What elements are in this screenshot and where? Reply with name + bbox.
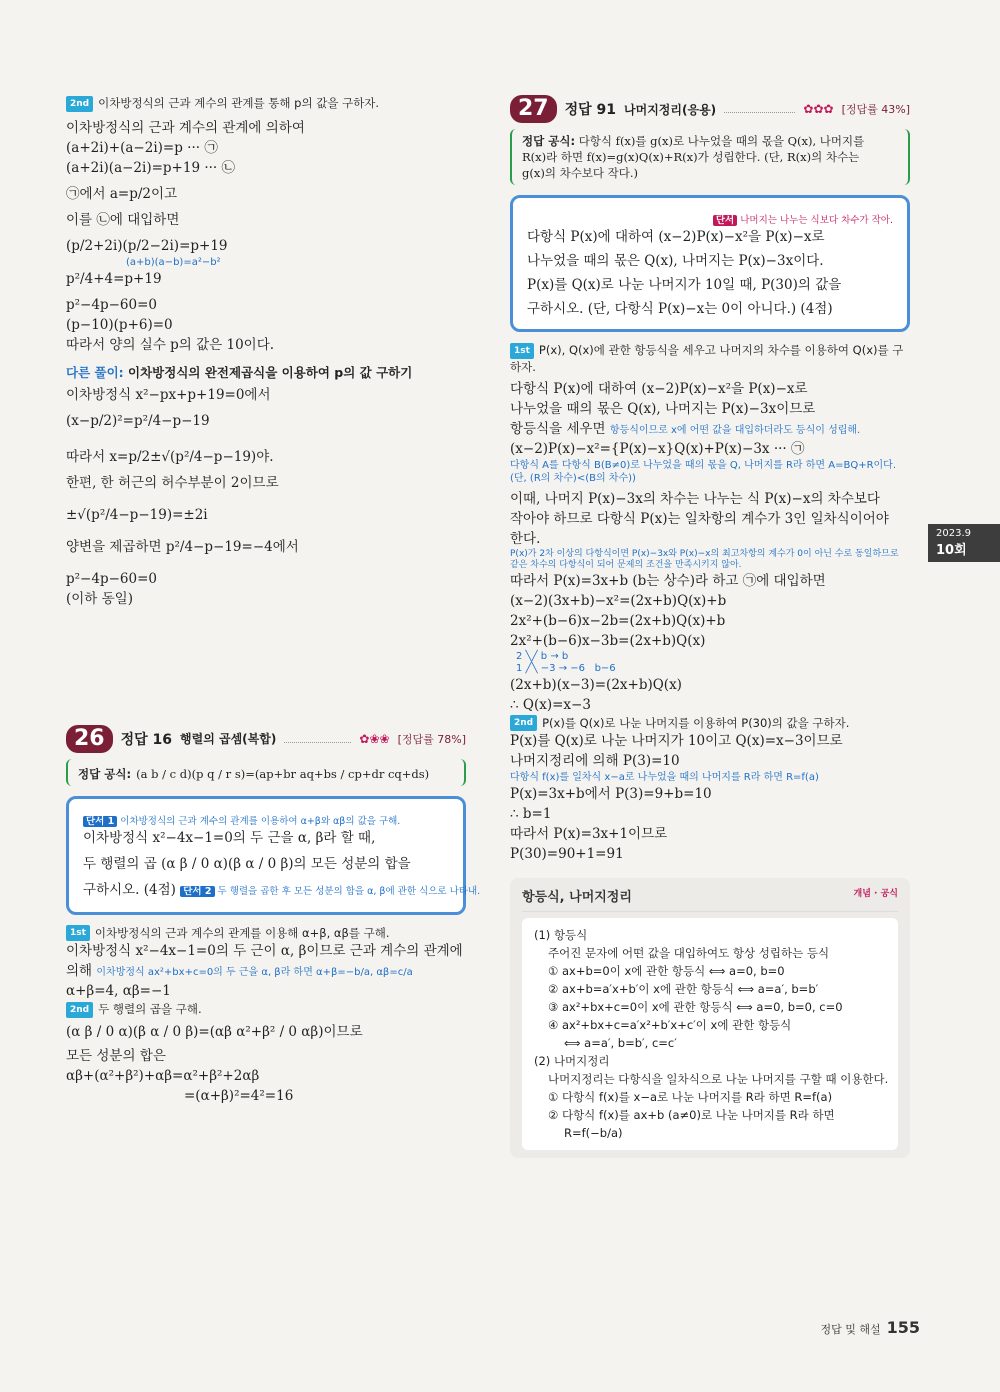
sol-line: 따라서 P(x)=3x+1이므로 — [510, 826, 668, 842]
sol-line: ∴ Q(x)=x−3 — [510, 696, 591, 713]
problem-line: 두 행렬의 곱 (α β / 0 α)(β α / 0 β)의 모든 성분의 합을 — [83, 855, 411, 872]
problem-box — [66, 796, 481, 915]
side-note: (a+b)(a−b)=a²−b² — [126, 256, 221, 268]
sol-line: 이차방정식 x²−4x−1=0의 두 근이 α, β이므로 근과 계수의 관계에 — [66, 943, 463, 959]
side-note: P(x)가 2차 이상의 다항식이면 P(x)−3x와 P(x)−x의 최고차항의 계수가 0이 아닌 수로 동일하므로 같은 차수의 다항식이 되어 문제의 조건을 만족시키지 않아. — [510, 548, 899, 570]
leader-dots — [284, 735, 351, 743]
sol-line: (p−10)(p+6)=0 — [66, 316, 173, 333]
sol-line: 따라서 x=p/2±√(p²/4−p−19)야. — [66, 448, 274, 465]
step2-heading: 2nd 두 행렬의 곱을 구해. — [66, 1001, 466, 1018]
sol-line: P(30)=90+1=91 — [510, 846, 624, 862]
clue-1: 단서 1 이차방정식의 근과 계수의 관계를 이용하여 α+β와 αβ의 값을 구해. — [83, 813, 400, 827]
question-number: 26 — [66, 725, 113, 753]
sol-line: p²−4p−60=0 — [66, 296, 157, 313]
left-column — [66, 95, 481, 1106]
sol-line: ㉠에서 a=p/2이고 — [66, 185, 178, 202]
difficulty-stars: ✿❀❀ — [359, 731, 390, 746]
question-header — [510, 95, 910, 123]
clue-2: 단서 2 두 행렬을 곱한 후 모든 성분의 합을 α, β에 관한 식으로 나타내. — [180, 882, 480, 902]
topic-label: 행렬의 곱셈(복합) — [180, 732, 277, 746]
sol-line: (2x+b)(x−3)=(2x+b)Q(x) — [510, 676, 682, 693]
formula-text: 정답 공식: 다항식 f(x)를 g(x)로 나누었을 때의 몫을 Q(x), 나머지를 — [522, 134, 865, 148]
exam-side-tab: 2023.9 10회 — [928, 524, 1000, 562]
side-note: 다항식 f(x)를 일차식 x−a로 나누었을 때의 나머지를 R라 하면 R=f(a) — [510, 772, 819, 783]
concept-line: ② 다항식 f(x)를 ax+b (a≠0)로 나눈 나머지를 R라 하면 — [548, 1108, 835, 1122]
formula-box: 정답 공식: (a b / c d)(p q / r s)=(ap+br aq+bs / cp+dr cq+ds) — [66, 759, 466, 786]
question-header — [66, 725, 466, 753]
sol-line: ∴ b=1 — [510, 806, 552, 822]
concept-line: 나머지정리는 다항식을 일차식으로 나눈 나머지를 구할 때 이용한다. — [548, 1072, 889, 1086]
concept-line: ③ ax²+bx+c=0이 x에 관한 항등식 ⟺ a=0, b=0, c=0 — [548, 1000, 843, 1014]
formula-text: (a b / c d)(p q / r s)=(ap+br aq+bs / cp+dr cq+ds) — [136, 766, 430, 781]
question-number: 27 — [510, 95, 557, 123]
sol-line: 이때, 나머지 P(x)−3x의 차수는 나누는 식 P(x)−x의 차수보다 — [510, 490, 880, 507]
sol-line: (a+2i)+(a−2i)=p ··· ㉠ — [66, 139, 218, 156]
sol-line: 나누었을 때의 몫은 Q(x), 나머지는 P(x)−3x이므로 — [510, 400, 816, 417]
concept-line: R=f(−b/a) — [564, 1126, 623, 1140]
step2-heading: 2nd P(x)를 Q(x)로 나눈 나머지를 이용하여 P(30)의 값을 구하자. — [510, 715, 910, 732]
problem-line: P(x)를 Q(x)로 나눈 나머지가 10일 때, P(30)의 값을 — [527, 277, 842, 293]
sol-line: 이차방정식의 근과 계수의 관계에 의하여 — [66, 119, 305, 136]
sol-line: (이하 동일) — [66, 590, 133, 607]
sol-line: p²/4+4=p+19 — [66, 270, 162, 287]
formula-box — [510, 129, 910, 185]
concept-line: ② ax+b=a′x+b′이 x에 관한 항등식 ⟺ a=a′, b=b′ — [548, 982, 819, 996]
concept-line: ⟺ a=a′, b=b′, c=c′ — [564, 1036, 677, 1050]
sol-line: 의해 이차방정식 ax²+bx+c=0의 두 근을 α, β라 하면 α+β=−b/a, αβ=c/a — [66, 963, 413, 979]
correct-rate: [정답률 78%] — [397, 732, 466, 746]
correct-rate: [정답률 43%] — [841, 103, 910, 116]
step1-heading: 1st P(x), Q(x)에 관한 항등식을 세우고 나머지의 차수를 이용하여 Q(x)를 구하자. — [510, 343, 904, 374]
sol-line: 한편, 한 허근의 허수부분이 2이므로 — [66, 474, 279, 491]
right-column — [510, 95, 910, 1158]
problem-line: 나누었을 때의 몫은 Q(x), 나머지는 P(x)−3x이다. — [527, 253, 824, 269]
formula-text: R(x)라 하면 f(x)=g(x)Q(x)+R(x)가 성립한다. (단, R(x)의 차수는 — [522, 150, 860, 164]
sol-line: ±√(p²/4−p−19)=±2i — [66, 506, 208, 523]
sol-line: 따라서 양의 실수 p의 값은 10이다. — [66, 336, 275, 353]
page-footer: 정답 및 해설 155 — [820, 1318, 920, 1337]
step1-heading: 1st 이차방정식의 근과 계수의 관계를 이용해 α+β, αβ를 구해. — [66, 925, 466, 942]
sol-line: P(x)=3x+b에서 P(3)=9+b=10 — [510, 786, 712, 802]
page-number: 155 — [886, 1318, 920, 1337]
sol-line: 한다. — [510, 530, 541, 547]
concept-body — [522, 918, 898, 1150]
sol-line: α+β=4, αβ=−1 — [66, 983, 171, 999]
problem-line: 구하시오. (단, 다항식 P(x)−x는 0이 아니다.) (4점) — [527, 301, 833, 317]
leader-dots — [724, 105, 795, 113]
difficulty-stars: ✿✿✿ — [803, 102, 834, 116]
answer-label: 정답 16 — [120, 731, 173, 748]
sol-line: (a+2i)(a−2i)=p+19 ··· ㉡ — [66, 159, 236, 176]
problem-line: 이차방정식 x²−4x−1=0의 두 근을 α, β라 할 때, — [83, 829, 376, 846]
answer-label: 정답 91 — [564, 102, 617, 118]
cross-multiplication: 2 ╲╱ b → b 1 ╱╲ −3 → −6 b−6 — [516, 650, 616, 674]
sol-line: 항등식을 세우면 항등식이므로 x에 어떤 값을 대입하더라도 등식이 성립해. — [510, 420, 861, 437]
problem-box — [510, 195, 910, 332]
clue: 단서 나머지는 나누는 식보다 차수가 작아. — [713, 212, 893, 226]
sol-line: 2x²+(b−6)x−2b=(2x+b)Q(x)+b — [510, 612, 726, 629]
sol-line: 작아야 하므로 다항식 P(x)는 일차항의 계수가 3인 일차식이어야 — [510, 510, 889, 527]
side-note: 다항식 A를 다항식 B(B≠0)로 나누었을 때의 몫을 Q, 나머지를 R라 하면 A=BQ+R이다. (단, (R의 차수)<(B의 차수)) — [510, 459, 897, 484]
concept-line: ① 다항식 f(x)를 x−a로 나눈 나머지를 R라 하면 R=f(a) — [548, 1090, 833, 1104]
sol-line: 이를 ㉡에 대입하면 — [66, 211, 180, 228]
concept-box — [510, 878, 910, 1158]
sol-line: =(α+β)²=4²=16 — [184, 1087, 294, 1104]
sol-line: 2x²+(b−6)x−3b=(2x+b)Q(x) — [510, 632, 706, 649]
sol-line: 모든 성분의 합은 — [66, 1047, 166, 1064]
step2-heading: 2nd 이차방정식의 근과 계수의 관계를 통해 p의 값을 구하자. — [66, 95, 466, 112]
concept-line: ④ ax²+bx+c=a′x²+b′x+c′이 x에 관한 항등식 — [548, 1018, 792, 1032]
problem-line: 다항식 P(x)에 대하여 (x−2)P(x)−x²을 P(x)−x로 — [527, 229, 825, 245]
sol-line: 양변을 제곱하면 p²/4−p−19=−4에서 — [66, 538, 299, 555]
sol-line: (x−2)P(x)−x²={P(x)−x}Q(x)+P(x)−3x ··· ㉠ — [510, 440, 805, 457]
alt-solution-heading: 다른 풀이: 이차방정식의 완전제곱식을 이용하여 p의 값 구하기 — [66, 364, 413, 380]
sol-line: (x−p/2)²=p²/4−p−19 — [66, 412, 210, 429]
sol-line: 이차방정식 x²−px+p+19=0에서 — [66, 386, 271, 403]
sol-line: P(x)를 Q(x)로 나눈 나머지가 10이고 Q(x)=x−3이므로 — [510, 733, 843, 749]
concept-line: ① ax+b=0이 x에 관한 항등식 ⟺ a=0, b=0 — [548, 964, 785, 978]
sol-line: 나머지정리에 의해 P(3)=10 — [510, 753, 680, 769]
problem-line: 구하시오. (4점) 단서 2 두 행렬을 곱한 후 모든 성분의 합을 α, β에 관한 식으로 나타내. — [83, 880, 449, 902]
concept-line: 주어진 문자에 어떤 값을 대입하여도 항상 성립하는 등식 — [548, 946, 830, 960]
sol-line: (α β / 0 α)(β α / 0 β)=(αβ α²+β² / 0 αβ)이므로 — [66, 1023, 363, 1040]
concept-line: (2) 나머지정리 — [534, 1054, 610, 1068]
sol-line: (x−2)(3x+b)−x²=(2x+b)Q(x)+b — [510, 592, 727, 609]
sol-line: 따라서 P(x)=3x+b (b는 상수)라 하고 ㉠에 대입하면 — [510, 572, 826, 589]
sol-line: (p/2+2i)(p/2−2i)=p+19 — [66, 237, 228, 254]
sol-line: 다항식 P(x)에 대하여 (x−2)P(x)−x²을 P(x)−x로 — [510, 380, 808, 397]
question-26 — [66, 725, 481, 1106]
concept-title: 항등식, 나머지정리 개념 · 공식 — [522, 886, 898, 912]
sol-line: p²−4p−60=0 — [66, 570, 157, 587]
concept-line: (1) 항등식 — [534, 928, 588, 942]
formula-text: g(x)의 차수보다 작다.) — [522, 166, 639, 180]
topic-label: 나머지정리(응용) — [624, 102, 717, 117]
sol-line: αβ+(α²+β²)+αβ=α²+β²+2αβ — [66, 1067, 260, 1084]
